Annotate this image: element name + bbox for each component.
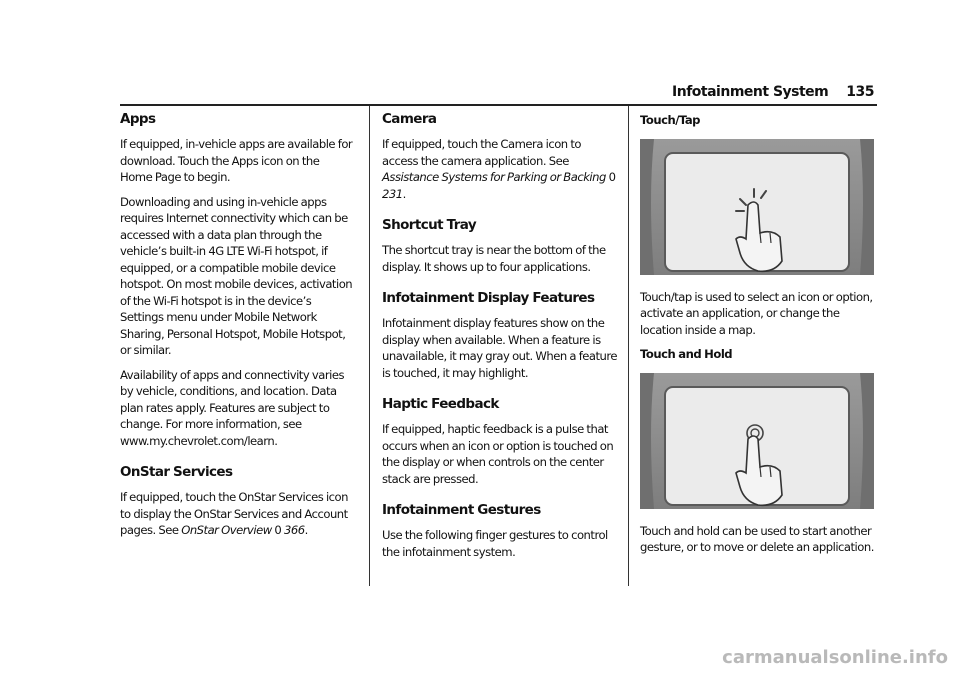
column-2 — [382, 108, 618, 568]
site-watermark: carmanualsonline.info — [722, 647, 948, 668]
column-divider-1 — [369, 106, 370, 586]
gestures-paragraph: Use the following finger gestures to control the infotainment system. — [382, 528, 608, 559]
camera-text: If equipped, touch the Camera icon to access the camera application. See — [382, 137, 581, 168]
page-ref-arrow-icon: 0 — [608, 170, 616, 184]
camera-reference-link[interactable]: Assistance Systems for Parking or Backing — [382, 170, 606, 184]
page-number: 135 — [846, 84, 874, 100]
touch-tap-heading: Touch/Tap — [640, 113, 700, 127]
column-1 — [120, 108, 354, 547]
camera-paragraph — [382, 136, 618, 202]
header-rule — [120, 104, 877, 106]
touch-hold-paragraph: Touch and hold can be used to start another gesture, or to move or delete an application. — [640, 523, 874, 554]
running-header — [672, 84, 874, 100]
apps-paragraph-2: Downloading and using in-vehicle apps requires Internet connectivity which can be accessed with a data plan through the vehicle’s built-in 4G LTE Wi-Fi hotspot, if equipped, or a compatible mobile device hotspot. On most mobile devices, activation of the Wi-Fi hotspot is in the device’s Settings menu under Mobile Network Sharing, Personal Hotspot, Mobile Hotspot, or similar. — [120, 194, 353, 357]
section-title: Infotainment System — [672, 84, 829, 100]
touch-hold-illustration — [640, 373, 874, 509]
shortcut-tray-paragraph: The shortcut tray is near the bottom of the display. It shows up to four applications. — [382, 243, 606, 274]
apps-paragraph-3: Availability of apps and connectivity varies by vehicle, conditions, and location. Data plan rates apply. Features are subject to change. For more information, see www.my.chevrolet.com/learn. — [120, 367, 345, 448]
display-features-heading: Infotainment Display Features — [382, 290, 595, 306]
haptic-feedback-paragraph: If equipped, haptic feedback is a pulse that occurs when an icon or option is touched on the display or when controls on the center stack are pressed. — [382, 422, 614, 486]
onstar-heading: OnStar Services — [120, 464, 233, 480]
gestures-heading: Infotainment Gestures — [382, 502, 541, 518]
onstar-reference-link[interactable]: OnStar Overview — [181, 523, 272, 537]
camera-heading: Camera — [382, 111, 437, 127]
column-3 — [640, 108, 876, 564]
onstar-text: If equipped, touch the OnStar Services icon to display the OnStar Services and Account pages. See — [120, 490, 348, 537]
camera-reference-page[interactable]: 231 — [382, 186, 403, 201]
shortcut-tray-heading: Shortcut Tray — [382, 217, 477, 233]
page-ref-arrow-icon: 0 — [274, 523, 282, 537]
haptic-feedback-heading: Haptic Feedback — [382, 396, 499, 412]
column-divider-2 — [628, 106, 629, 586]
apps-heading: Apps — [120, 111, 156, 127]
touch-tap-illustration — [640, 139, 874, 275]
onstar-reference-page[interactable]: 366 — [283, 523, 305, 537]
touch-tap-paragraph: Touch/tap is used to select an icon or option, activate an application, or change the location inside a map. — [640, 289, 873, 337]
onstar-paragraph — [120, 489, 354, 539]
apps-paragraph-1: If equipped, in-vehicle apps are available for download. Touch the Apps icon on the Home Page to begin. — [120, 137, 353, 184]
touch-hold-heading: Touch and Hold — [640, 347, 733, 361]
onstar-end: . — [304, 523, 308, 537]
display-features-paragraph: Infotainment display features show on the display when available. When a feature is unavailable, it may gray out. When a feature is touched, it may highlight. — [382, 316, 618, 380]
camera-end: . — [402, 186, 406, 201]
